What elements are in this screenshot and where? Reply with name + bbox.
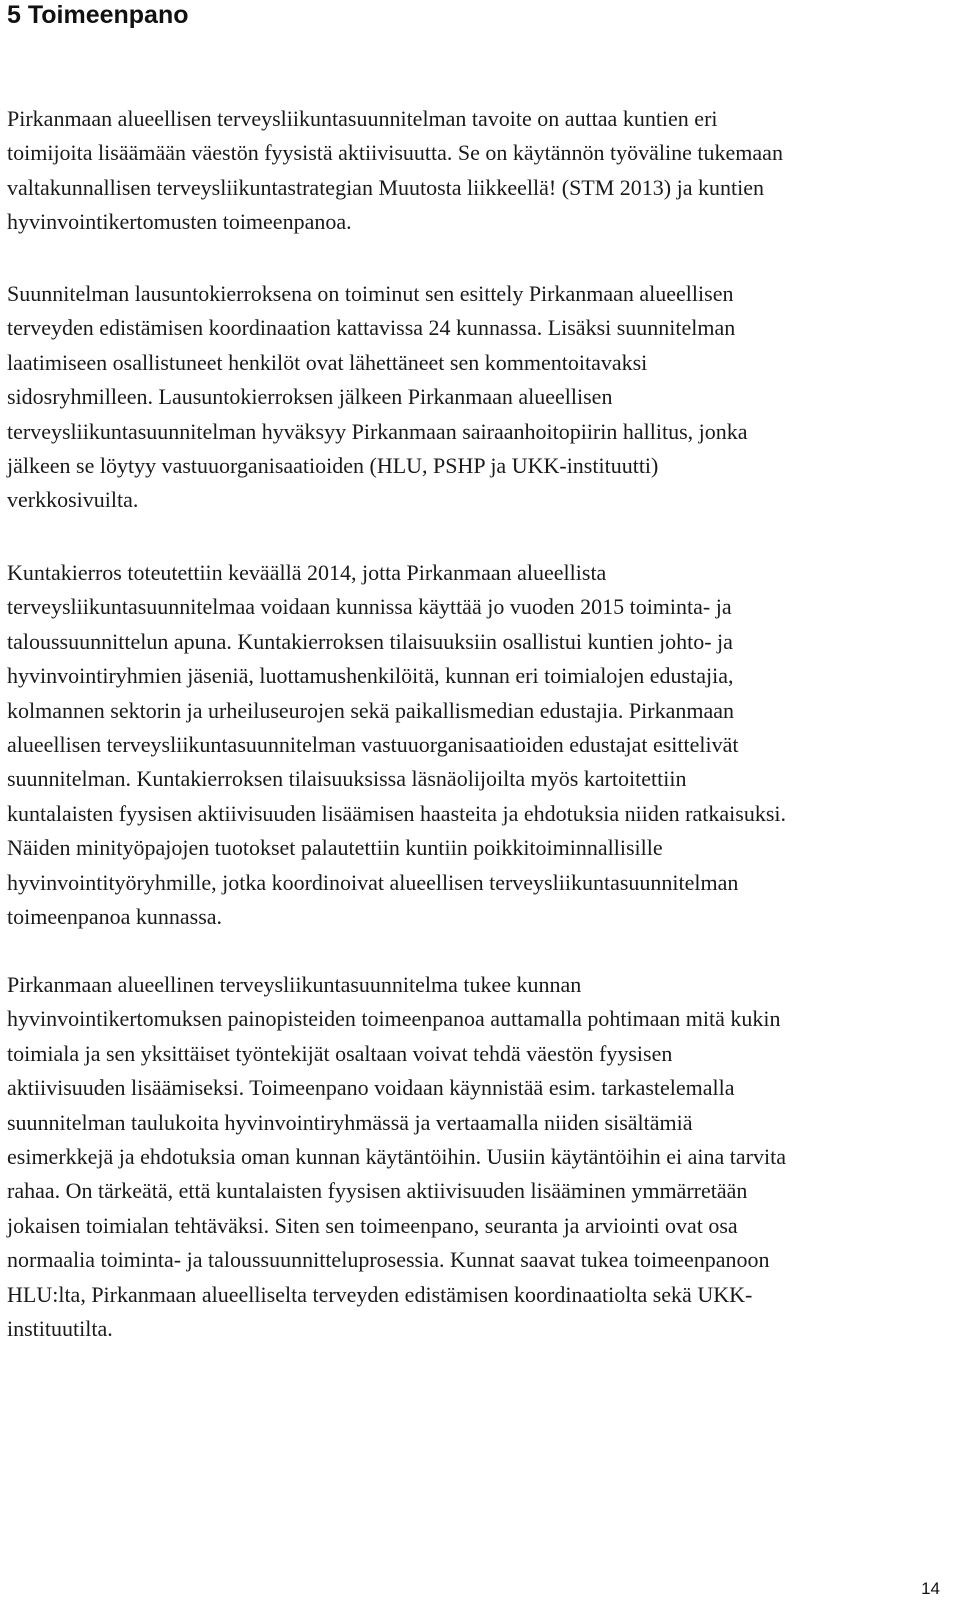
paragraph-line: aktiivisuuden lisäämiseksi. Toimeenpano voidaan käynnistää esim. tarkastelemalla bbox=[7, 1075, 735, 1101]
paragraph-line: alueellisen terveysliikuntasuunnitelman vastuuorganisaatioiden edustajat esittelivät bbox=[7, 732, 739, 758]
paragraph-line: terveyden edistämisen koordinaation kattavissa 24 kunnassa. Lisäksi suunnitelman bbox=[7, 315, 736, 341]
paragraph-3 bbox=[7, 556, 786, 934]
paragraph-line: toimijoita lisäämään väestön fyysistä aktiivisuutta. Se on käytännön työväline tukemaan bbox=[7, 140, 783, 166]
section-heading: 5 Toimeenpano bbox=[7, 1, 189, 29]
document-page bbox=[7, 0, 947, 1342]
paragraph-line: verkkosivuilta. bbox=[7, 487, 139, 513]
paragraph-line: Pirkanmaan alueellisen terveysliikuntasuunnitelman tavoite on auttaa kuntien eri bbox=[7, 106, 718, 131]
paragraph-line: esimerkkejä ja ehdotuksia oman kunnan käytäntöihin. Uusiin käytäntöihin ei aina tarvita bbox=[7, 1144, 786, 1170]
paragraph-line: laatimiseen osallistuneet henkilöt ovat lähettäneet sen kommentoitavaksi bbox=[7, 349, 648, 375]
paragraph-line: suunnitelman. Kuntakierroksen tilaisuuksissa läsnäolijoilta myös kartoitettiin bbox=[7, 766, 687, 792]
paragraph-4 bbox=[7, 968, 786, 1346]
paragraph-line: sidosryhmilleen. Lausuntokierroksen jälkeen Pirkanmaan alueellisen bbox=[7, 384, 613, 410]
paragraph-line: taloussuunnittelun apuna. Kuntakierroksen tilaisuuksiin osallistui kuntien johto- ja bbox=[7, 628, 733, 654]
paragraph-line: jokaisen toimialan tehtäväksi. Siten sen toimeenpano, seuranta ja arviointi ovat osa bbox=[7, 1212, 738, 1238]
paragraph-line: hyvinvointikertomusten toimeenpanoa. bbox=[7, 209, 352, 235]
paragraph-line: normaalia toiminta- ja taloussuunnitteluprosessia. Kunnat saavat tukea toimeenpanoon bbox=[7, 1247, 770, 1273]
paragraph-line: valtakunnallisen terveysliikuntastrategian Muutosta liikkeellä! (STM 2013) ja kuntien bbox=[7, 174, 764, 200]
paragraph-line: kolmannen sektorin ja urheiluseurojen sekä paikallismedian edustajia. Pirkanmaan bbox=[7, 697, 735, 723]
paragraph-line: HLU:lta, Pirkanmaan alueelliselta terveyden edistämisen koordinaatiolta sekä UKK- bbox=[7, 1281, 753, 1307]
paragraph-line: hyvinvointikertomuksen painopisteiden toimeenpanoa auttamalla pohtimaan mitä kukin bbox=[7, 1006, 781, 1032]
paragraph-line: hyvinvointiryhmien jäseniä, luottamushenkilöitä, kunnan eri toimialojen edustajia, bbox=[7, 663, 734, 689]
paragraph-line: hyvinvointityöryhmille, jotka koordinoivat alueellisen terveysliikuntasuunnitelman bbox=[7, 869, 739, 895]
paragraph-line: jälkeen se löytyy vastuuorganisaatioiden (HLU, PSHP ja UKK-instituutti) bbox=[7, 453, 659, 479]
paragraph-line: toimeenpanoa kunnassa. bbox=[7, 904, 223, 930]
paragraph-1 bbox=[7, 102, 783, 240]
page-number: 14 bbox=[921, 1579, 940, 1598]
paragraph-line: Pirkanmaan alueellinen terveysliikuntasuunnitelma tukee kunnan bbox=[7, 972, 582, 997]
paragraph-line: rahaa. On tärkeätä, että kuntalaisten fyysisen aktiivisuuden lisääminen ymmärretään bbox=[7, 1178, 748, 1204]
paragraph-line: kuntalaisten fyysisen aktiivisuuden lisäämisen haasteita ja ehdotuksia niiden ratkaisuksi. bbox=[7, 800, 786, 826]
paragraph-line: instituutilta. bbox=[7, 1316, 113, 1342]
paragraph-line: suunnitelman taulukoita hyvinvointiryhmässä ja vertaamalla niiden sisältämiä bbox=[7, 1109, 693, 1135]
paragraph-line: toimiala ja sen yksittäiset työntekijät osaltaan voivat tehdä väestön fyysisen bbox=[7, 1040, 673, 1066]
paragraph-line: terveysliikuntasuunnitelmaa voidaan kunnissa käyttää jo vuoden 2015 toiminta- ja bbox=[7, 594, 732, 620]
paragraph-line: Suunnitelman lausuntokierroksena on toiminut sen esittely Pirkanmaan alueellisen bbox=[7, 281, 734, 306]
paragraph-line: terveysliikuntasuunnitelman hyväksyy Pirkanmaan sairaanhoitopiirin hallitus, jonka bbox=[7, 418, 748, 444]
paragraph-line: Kuntakierros toteutettiin keväällä 2014, jotta Pirkanmaan alueellista bbox=[7, 560, 607, 585]
paragraph-line: Näiden minityöpajojen tuotokset palautettiin kuntiin poikkitoiminnallisille bbox=[7, 835, 663, 861]
paragraph-2 bbox=[7, 277, 748, 518]
